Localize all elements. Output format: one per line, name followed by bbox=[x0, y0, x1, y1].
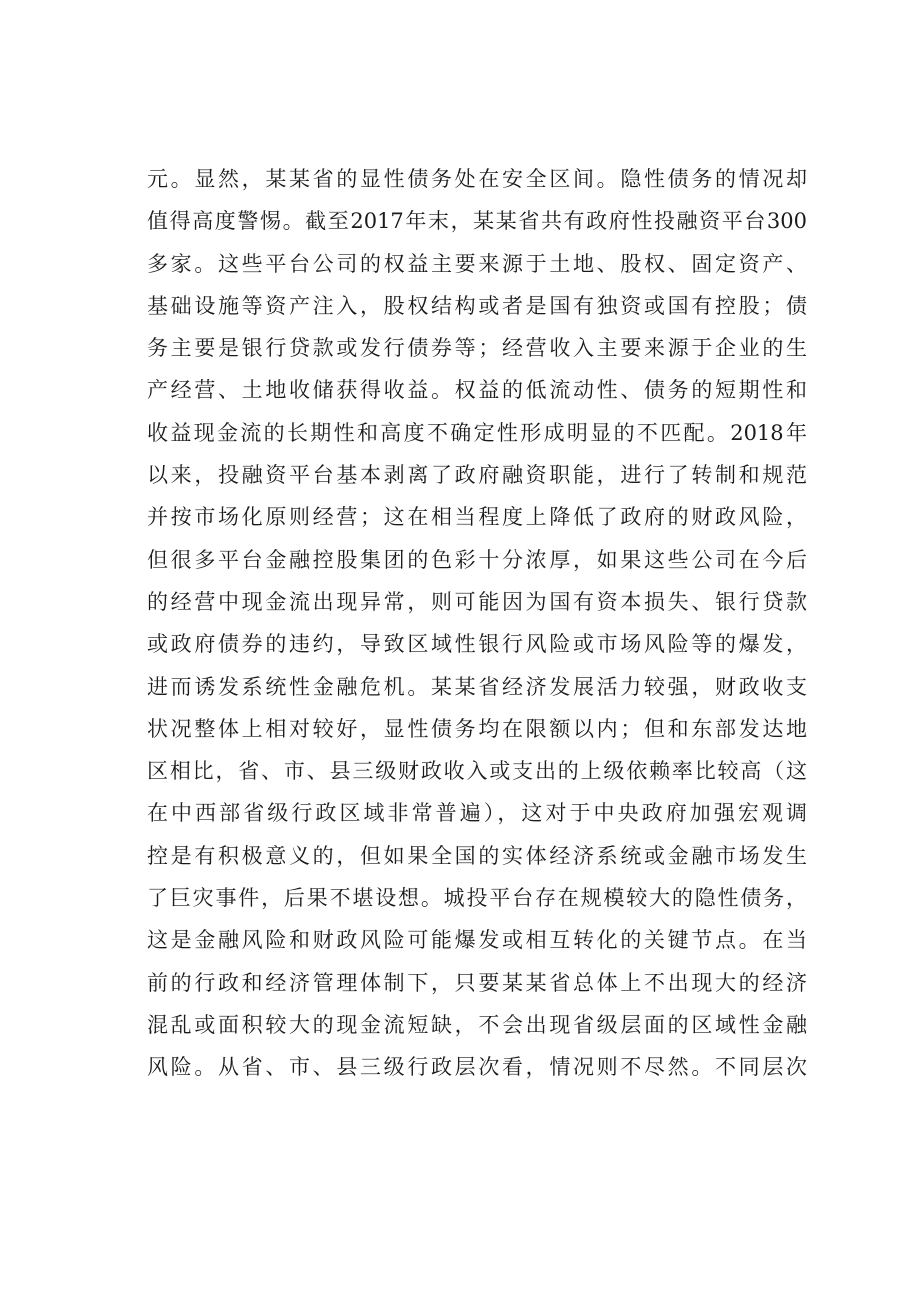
text-line: 或政府债券的违约，导致区域性银行风险或市场风险等的爆发， bbox=[147, 632, 807, 657]
text-line: 了巨灾事件，后果不堪设想。城投平台存在规模较大的隐性债务， bbox=[147, 886, 807, 911]
text-line: 进而诱发系统性金融危机。某某省经济发展活力较强，财政收支 bbox=[147, 674, 807, 699]
text-line: 但很多平台金融控股集团的色彩十分浓厚，如果这些公司在今后 bbox=[147, 547, 807, 572]
text-line: 状况整体上相对较好，显性债务均在限额以内；但和东部发达地 bbox=[147, 716, 807, 741]
text-line: 前的行政和经济管理体制下，只要某某省总体上不出现大的经济 bbox=[147, 970, 807, 995]
text-line: 混乱或面积较大的现金流短缺，不会出现省级层面的区域性金融 bbox=[147, 1012, 807, 1037]
text-line: 元。显然，某某省的显性债务处在安全区间。隐性债务的情况却 bbox=[147, 167, 807, 191]
text-line: 务主要是银行贷款或发行债券等；经营收入主要来源于企业的生 bbox=[147, 336, 807, 361]
text-line: 的经营中现金流出现异常，则可能因为国有资本损失、银行贷款 bbox=[147, 589, 807, 614]
text-line: 并按市场化原则经营；这在相当程度上降低了政府的财政风险， bbox=[147, 505, 807, 530]
text-line: 产经营、土地收储获得收益。权益的低流动性、债务的短期性和 bbox=[147, 378, 807, 403]
text-line: 以来，投融资平台基本剥离了政府融资职能，进行了转制和规范 bbox=[147, 463, 807, 488]
text-line: 在中西部省级行政区域非常普遍），这对于中央政府加强宏观调 bbox=[147, 801, 807, 826]
text-line: 值得高度警惕。截至2017年末，某某省共有政府性投融资平台300 bbox=[147, 209, 807, 234]
text-line: 多家。这些平台公司的权益主要来源于土地、股权、固定资产、 bbox=[147, 251, 807, 276]
text-line: 区相比，省、市、县三级财政收入或支出的上级依赖率比较高（这 bbox=[147, 759, 807, 784]
text-line: 收益现金流的长期性和高度不确定性形成明显的不匹配。2018年 bbox=[147, 420, 807, 445]
text-line: 基础设施等资产注入，股权结构或者是国有独资或国有控股；债 bbox=[147, 293, 807, 318]
text-line: 风险。从省、市、县三级行政层次看，情况则不尽然。不同层次 bbox=[147, 1055, 807, 1080]
text-line: 控是有积极意义的，但如果全国的实体经济系统或金融市场发生 bbox=[147, 843, 807, 868]
body-paragraph bbox=[147, 158, 807, 1089]
text-line: 这是金融风险和财政风险可能爆发或相互转化的关键节点。在当 bbox=[147, 928, 807, 953]
